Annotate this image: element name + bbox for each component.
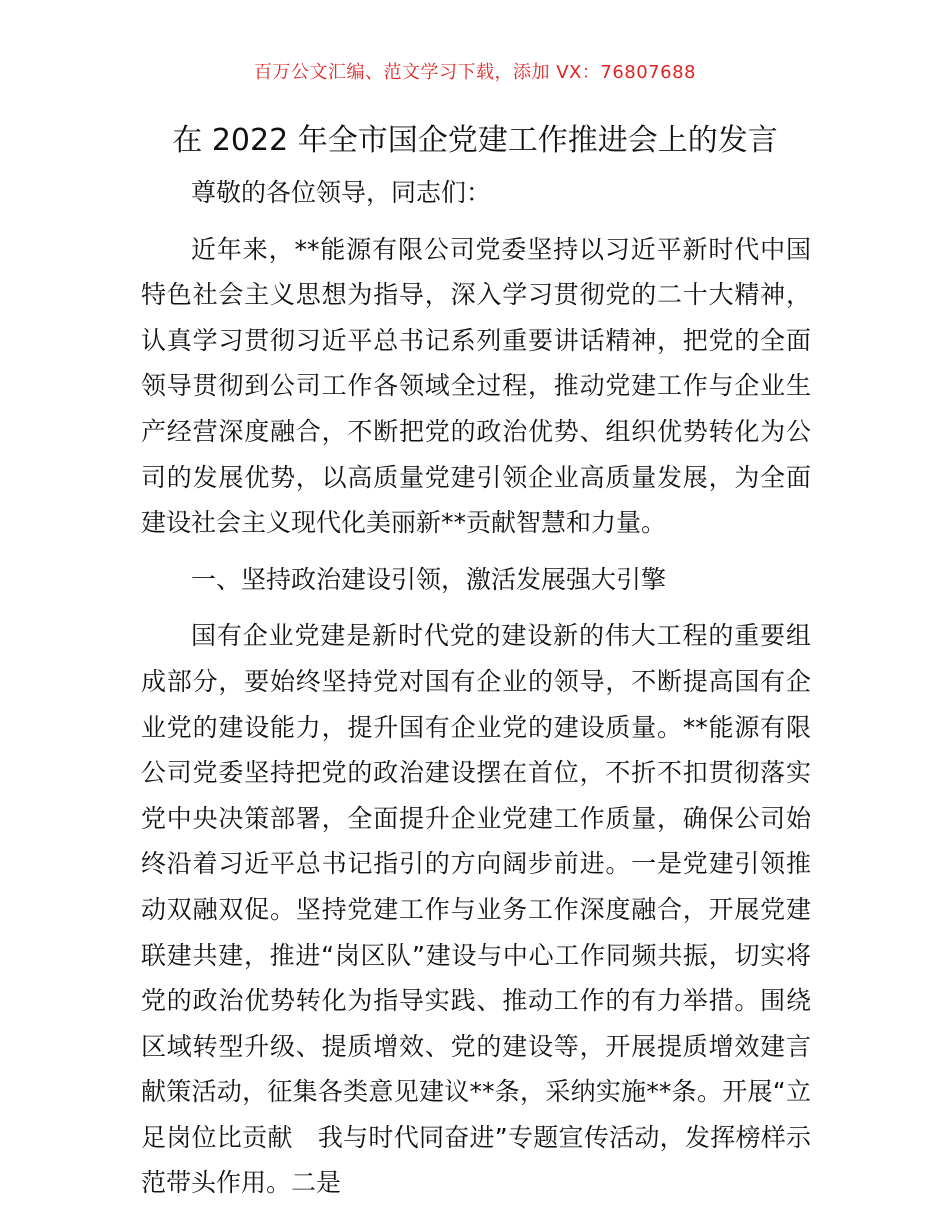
paragraph-intro: 近年来，**能源有限公司党委坚持以习近平新时代中国特色社会主义思想为指导，深入学习贯彻党的二十大精神，认真学习贯彻习近平总书记系列重要讲话精神，把党的全面领导贯彻到公司工作各领域全过程，推动党建工作与企业生产经营深度融合，不断把党的政治优势、组织优势转化为公司的发展优势，以高质量党建引领企业高质量发展，为全面建设社会主义现代化美丽新**贡献智慧和力量。 — [141, 234, 811, 538]
document-body — [141, 170, 811, 1217]
section-heading: 一、坚持政治建设引领，激活发展强大引擎 — [191, 564, 667, 594]
salutation: 尊敬的各位领导，同志们： — [191, 178, 492, 207]
page-title: 在 2022 年全市国企党建工作推进会上的发言 — [172, 123, 778, 158]
paragraph-body: 国有企业党建是新时代党的建设新的伟大工程的重要组成部分，要始终坚持党对国有企业的领导，不断提高国有企业党的建设能力，提升国有企业党的建设质量。**能源有限公司党委坚持把党的政治建设摆在首位，不折不扣贯彻落实党中央决策部署，全面提升企业党建工作质量，确保公司始终沿着习近平总书记指引的方向阔步前进。一是党建引领推动双融双促。坚持党建工作与业务工作深度融合，开展党建联建共建，推进“岗区队”建设与中心工作同频共振，切实将党的政治优势转化为指导实践、推动工作的有力举措。围绕区域转型升级、提质增效、党的建设等，开展提质增效建言献策活动，征集各类意见建议**条，采纳实施**条。开展“立足岗位比贡献 我与时代同奋进”专题宣传活动，发挥榜样示范带头作用。二是 — [141, 621, 811, 1198]
watermark-banner: 百万公文汇编、范文学习下载，添加 VX：76807688 — [254, 62, 696, 83]
